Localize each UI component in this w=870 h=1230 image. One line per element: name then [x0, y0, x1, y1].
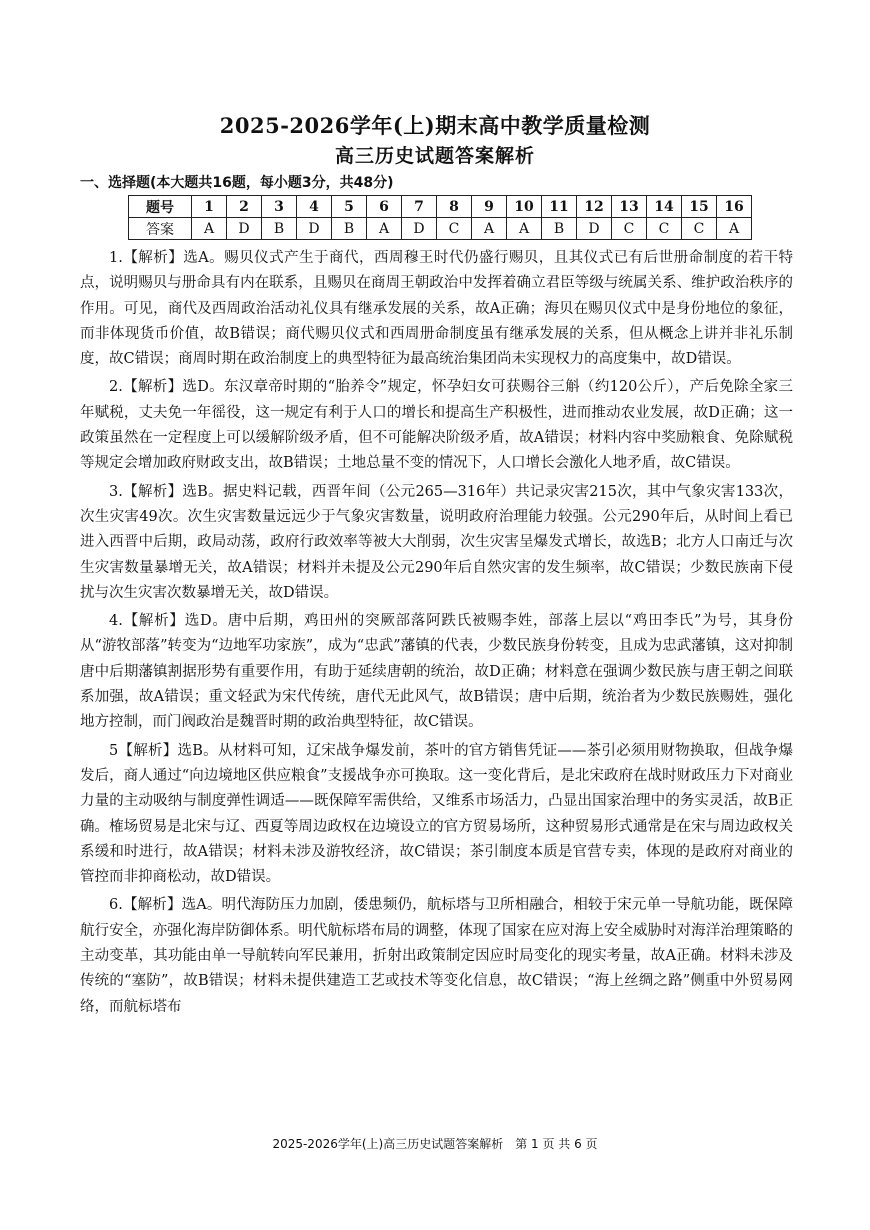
- answer-cell: D: [402, 218, 437, 240]
- explanation-paragraph: 5【解析】选B。从材料可知，辽宋战争爆发前，茶叶的官方销售凭证——茶引必须用财物换取，但战争爆发后，商人通过“向边境地区供应粮食”支援战争亦可换取。这一变化背后，是北宋政府在战时财政压力下对商业力量的主动吸纳与制度弹性调适——既保障军需供给，又维系市场活力，凸显出国家治理中的务实灵活，故B正确。榷场贸易是北宋与辽、西夏等周边政权在边境设立的官方贸易场所，这种贸易形式通常是在宋与周边政权关系缓和时进行，故A错误；材料未涉及游牧经济，故C错误；茶引制度本质是官营专卖，体现的是政府对商业的管控而非抑商松动，故D错误。: [80, 742, 793, 886]
- answer-cell: D: [577, 218, 612, 240]
- explanation-paragraph: 1.【解析】选A。赐贝仪式产生于商代，西周穆王时代仍盛行赐贝，且其仪式已有后世册命制度的若干特点，说明赐贝与册命具有内在联系，且赐贝在商周王朝政治中发挥着确立君臣等级与统属关系、维护政治秩序的作用。可见，商代及西周政治活动礼仪具有继承发展的关系，故A正确；海贝在赐贝仪式中是身份地位的象征，而非体现货币价值，故B错误；商代赐贝仪式和西周册命制度虽有继承发展的关系，但从概念上讲并非礼乐制度，故C错误；商周时期在政治制度上的典型特征为最高统治集团尚未实现权力的高度集中，故D错误。: [80, 250, 793, 368]
- question-number: 14: [647, 196, 682, 218]
- answer-cell: C: [612, 218, 647, 240]
- answer-cell: D: [227, 218, 262, 240]
- answer-cell: A: [367, 218, 402, 240]
- explanation-paragraph: 2.【解析】选D。东汉章帝时期的“胎养令”规定，怀孕妇女可获赐谷三斛（约120公斤），产后免除全家三年赋税，丈夫免一年徭役，这一规定有利于人口的增长和提高生产积极性，进而推动农业发展，故D正确；这一政策虽然在一定程度上可以缓解阶级矛盾，但不可能解决阶级矛盾，故A错误；材料内容中奖励粮食、免除赋税等规定会增加政府财政支出，故B错误；土地总量不变的情况下，人口增长会激化人地矛盾，故C错误。: [80, 379, 793, 472]
- question-number: 6: [367, 196, 402, 218]
- question-number: 1: [192, 196, 227, 218]
- explanation-paragraph: 6.【解析】选A。明代海防压力加剧，倭患频仍，航标塔与卫所相融合，相较于宋元单一导航功能，既保障航行安全，亦强化海岸防御体系。明代航标塔布局的调整，体现了国家在应对海上安全威胁时对海洋治理策略的主动变革，其功能由单一导航转向军民兼用，折射出政策制定因应时局变化的现实考量，故A正确。材料未涉及传统的“塞防”，故B错误；材料未提供建造工艺或技术等变化信息，故C错误；“海上丝绸之路”侧重中外贸易网络，而航标塔布: [80, 897, 793, 1015]
- answer-table-number-row: [129, 196, 752, 218]
- row-label-answers: 答案: [129, 218, 192, 240]
- answer-cell: D: [297, 218, 332, 240]
- question-number: 3: [262, 196, 297, 218]
- document-title: 2025-2026学年(上)期末高中教学质量检测: [219, 113, 651, 138]
- answer-cell: C: [647, 218, 682, 240]
- question-number: 13: [612, 196, 647, 218]
- question-number: 10: [507, 196, 542, 218]
- question-number: 16: [717, 196, 752, 218]
- question-number: 12: [577, 196, 612, 218]
- answer-explanations: [80, 246, 793, 1023]
- answer-cell: A: [717, 218, 752, 240]
- answer-cell: B: [542, 218, 577, 240]
- answer-cell: A: [472, 218, 507, 240]
- question-number: 5: [332, 196, 367, 218]
- question-number: 4: [297, 196, 332, 218]
- answer-cell: C: [437, 218, 472, 240]
- answer-cell: B: [332, 218, 367, 240]
- document-subtitle: 高三历史试题答案解析: [334, 145, 535, 167]
- answer-cell: C: [682, 218, 717, 240]
- answer-cell: B: [262, 218, 297, 240]
- row-label-numbers: 题号: [129, 196, 192, 218]
- page-footer: 2025-2026学年(上)高三历史试题答案解析 第 1 页 共 6 页: [272, 1137, 598, 1151]
- answer-table: [128, 195, 752, 240]
- question-number: 7: [402, 196, 437, 218]
- answer-cell: A: [192, 218, 227, 240]
- answer-table-answer-row: [129, 218, 752, 240]
- question-number: 9: [472, 196, 507, 218]
- section-heading: 一、选择题(本大题共16题，每小题3分，共48分): [80, 175, 394, 191]
- question-number: 15: [682, 196, 717, 218]
- answer-cell: A: [507, 218, 542, 240]
- question-number: 2: [227, 196, 262, 218]
- question-number: 8: [437, 196, 472, 218]
- question-number: 11: [542, 196, 577, 218]
- explanation-paragraph: 3.【解析】选B。据史料记载，西晋年间（公元265—316年）共记录灾害215次，其中气象灾害133次，次生灾害49次。次生灾害数量远远少于气象灾害数量，说明政府治理能力较强。公元290年后，从时间上看已进入西晋中后期，政局动荡，政府行政效率等被大大削弱，次生灾害呈爆发式增长，故选B；北方人口南迁与次生灾害数量暴增无关，故A错误；材料并未提及公元290年后自然灾害的发生频率，故C错误；少数民族南下侵扰与次生灾害次数暴增无关，故D错误。: [80, 483, 793, 601]
- explanation-paragraph: 4.【解析】选D。唐中后期，鸡田州的突厥部落阿跌氏被赐李姓，部落上层以“鸡田李氏”为号，其身份从“游牧部落”转变为“边地军功家族”，成为“忠武”藩镇的代表，少数民族身份转变，且成为忠武藩镇，这对抑制唐中后期藩镇割据形势有重要作用，有助于延续唐朝的统治，故D正确；材料意在强调少数民族与唐王朝之间联系加强，故A错误；重文轻武为宋代传统，唐代无此风气，故B错误；唐中后期，统治者为少数民族赐姓，强化地方控制，而门阀政治是魏晋时期的政治典型特征，故C错误。: [80, 613, 793, 731]
